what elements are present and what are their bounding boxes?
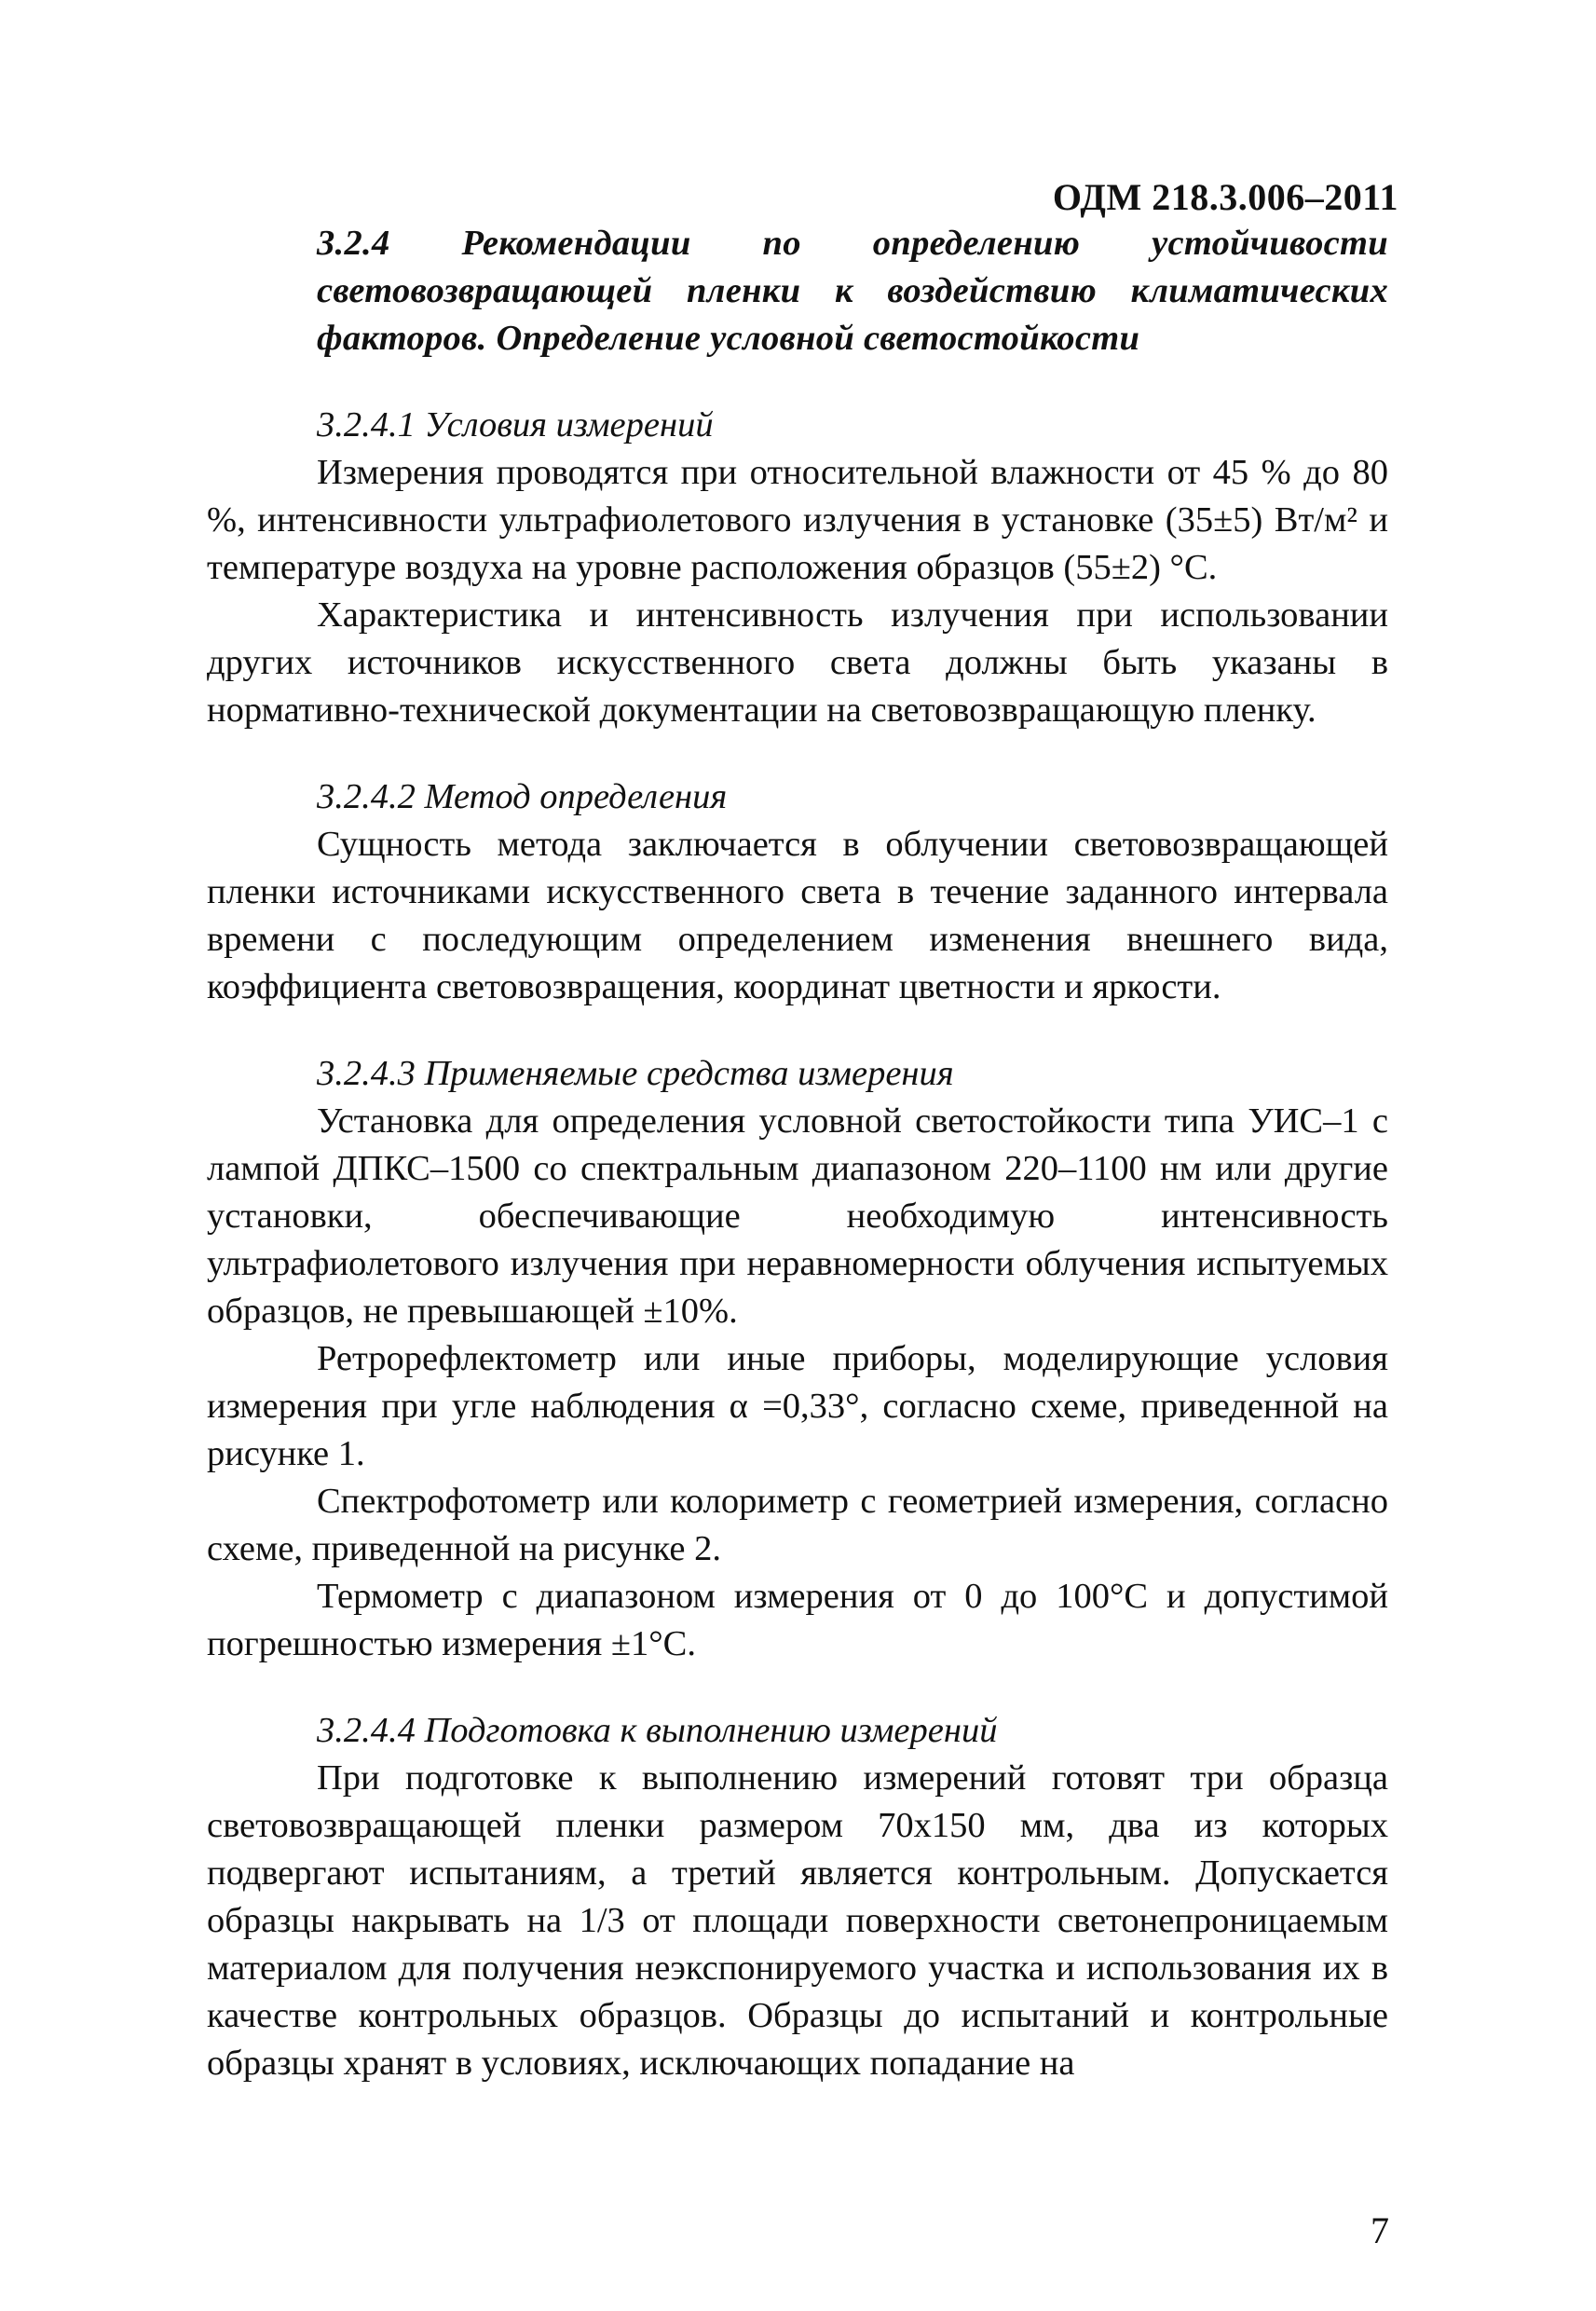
page-number: 7 [1371,2209,1389,2251]
subsection-title-preparation: 3.2.4.4 Подготовка к выполнению измерений [317,1711,998,1750]
section-heading: 3.2.4 Рекомендации по определению устойчивости световозвращающей пленки к воздействию климатических факторов. Определение условной светостойкости [317,224,1388,358]
paragraph: Спектрофотометр или колориметр с геометрией измерения, согласно схеме, приведенной на рисунке 2. [207,1482,1388,1568]
paragraph: При подготовке к выполнению измерений готовят три образца световозвращающей пленки размером 70х150 мм, два из которых подвергают испытаниям, а третий является контрольным. Допускается образцы накрывать на 1/3 от площади поверхности светонепроницаемым материалом для получения неэкспонируемого участка и использования их в качестве контрольных образцов. Образцы до испытаний и контрольные образцы хранят в условиях, исключающих попадание на [207,1758,1388,2083]
paragraph: Ретрорефлектометр или иные приборы, моделирующие условия измерения при угле наблюдения α =0,33°, согласно схеме, приведенной на рисунке 1. [207,1339,1388,1473]
document-code: ОДМ 218.3.006–2011 [1052,176,1398,218]
spacer [207,734,1388,773]
spacer [207,362,1388,402]
paragraph: Установка для определения условной светостойкости типа УИС–1 с лампой ДПКС–1500 со спектральным диапазоном 220–1100 нм или другие установки, обеспечивающие необходимую интенсивность ультрафиолетового излучения при неравномерности облучения испытуемых образцов, не превышающей ±10%. [207,1101,1388,1331]
page-content [207,220,1388,2087]
subsection-title-method: 3.2.4.2 Метод определения [317,777,728,816]
spacer [207,1011,1388,1050]
paragraph: Характеристика и интенсивность излучения при использовании других источников искусственного света должны быть указаны в нормативно-технической документации на световозвращающую пленку. [207,595,1388,730]
paragraph: Сущность метода заключается в облучении световозвращающей пленки источниками искусственного света в течение заданного интервала времени с последующим определением изменения внешнего вида, коэффициента световозвращения, координат цветности и яркости. [207,825,1388,1006]
paragraph: Измерения проводятся при относительной влажности от 45 % до 80 %, интенсивности ультрафиолетового излучения в установке (35±5) Вт/м² и температуре воздуха на уровне расположения образцов (55±2) °С. [207,453,1388,587]
subsection-title-conditions: 3.2.4.1 Условия измерений [317,405,714,444]
paragraph: Термометр с диапазоном измерения от 0 до 100°С и допустимой погрешностью измерения ±1°С. [207,1577,1388,1663]
spacer [207,1668,1388,1707]
subsection-title-instruments: 3.2.4.3 Применяемые средства измерения [317,1054,954,1093]
